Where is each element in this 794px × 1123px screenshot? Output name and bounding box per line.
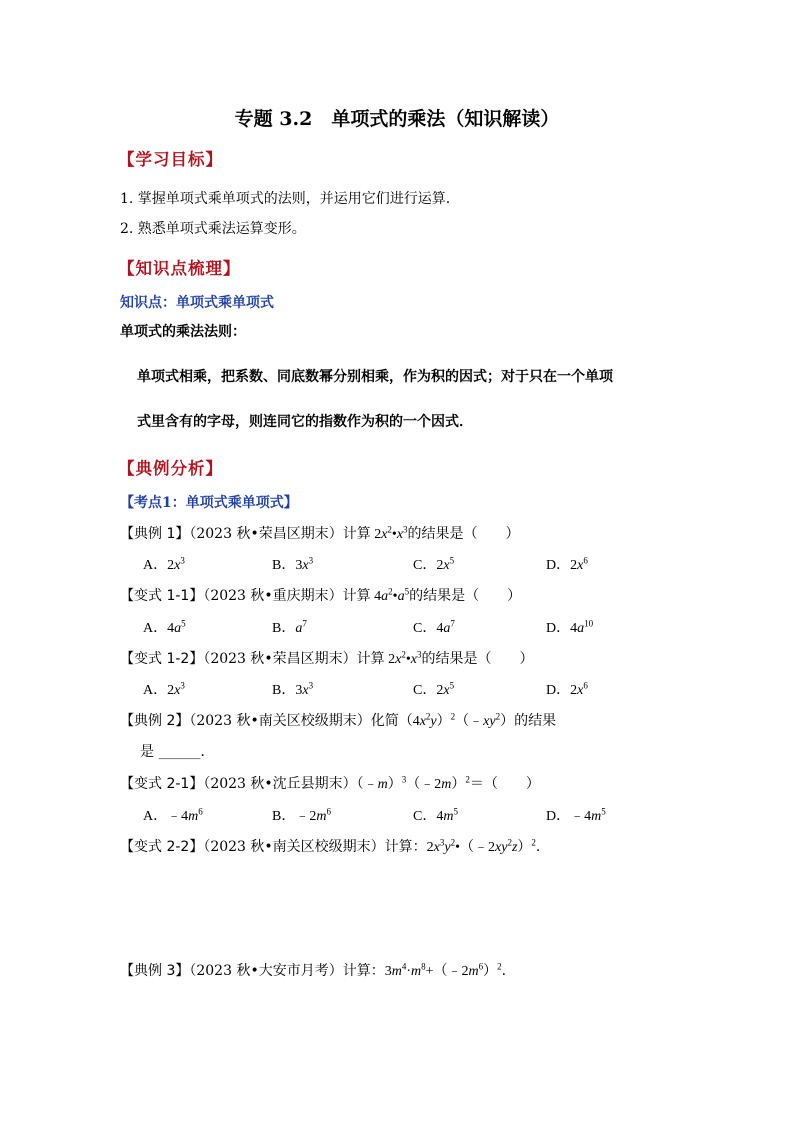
question-suffix: 的结果是（ ） (421, 651, 534, 667)
option-a[interactable]: A．$2x^3$ (143, 555, 185, 573)
question-suffix: 的结果是（ ） (407, 526, 520, 542)
question-formula: $4a^2•a^5$ (370, 586, 410, 604)
question-formula: $(4x^2y)^2(﹣xy^2)$ (398, 711, 515, 729)
question-variant-2-2 (120, 836, 540, 856)
section-learning-goals: 【学习目标】 (118, 150, 223, 169)
kaodian-1-heading: 【考点1：单项式乘单项式】 (120, 495, 298, 511)
question-example-2 (120, 710, 556, 730)
rule-line-2: 式里含有的字母，则连同它的指数作为积的一个因式． (137, 414, 473, 430)
option-b[interactable]: B．$﹣2m^6$ (272, 806, 331, 824)
option-c[interactable]: C．$2x^5$ (413, 680, 455, 698)
rule-title: 单项式的乘法法则： (120, 324, 246, 340)
question-tag: 【变式 2-2】 (120, 839, 204, 855)
section-knowledge-points: 【知识点梳理】 (118, 259, 241, 278)
question-source: （2023 秋•沈丘县期末） (203, 776, 357, 792)
question-formula: （﹣m）$^3$（﹣2m）$^2$ (356, 774, 470, 792)
question-variant-2-1 (120, 773, 540, 793)
option-b[interactable]: B．$3x^3$ (272, 680, 314, 698)
question-answer-blank[interactable]: 是 ______． (140, 744, 215, 760)
question-source: （2023 秋•荣昌区期末）计算 (189, 526, 371, 542)
option-d[interactable]: D．$4a^{10}$ (546, 618, 594, 636)
knowledge-point-heading: 知识点：单项式乘单项式 (120, 295, 274, 311)
question-source: （2023 秋•荣昌区期末）计算 (203, 651, 385, 667)
option-d[interactable]: D．$﹣4m^5$ (546, 806, 606, 824)
question-suffix: 的结果 (514, 713, 557, 729)
question-tag: 【变式 1-1】 (120, 588, 204, 604)
question-source: （2023 秋•南关区校级期末）化简 (189, 713, 399, 729)
question-tag: 【典例 3】 (120, 963, 190, 979)
option-a[interactable]: A．$4a^5$ (143, 618, 186, 636)
rule-line-1: 单项式相乘，把系数、同底数幂分别相乘，作为积的因式；对于只在一个单项 (137, 369, 613, 385)
question-formula: $2x^2•x^3$ (370, 524, 408, 542)
question-example-1 (120, 523, 520, 543)
question-tag: 【典例 2】 (120, 713, 190, 729)
question-formula: $3m^4\cdot m^8+(﹣2m^6)^2$ (384, 961, 502, 979)
option-d[interactable]: D．$2x^6$ (546, 555, 588, 573)
option-a[interactable]: A．$2x^3$ (143, 680, 185, 698)
question-variant-1-2 (120, 648, 534, 668)
option-c[interactable]: C．$4m^5$ (413, 806, 458, 824)
question-example-3 (120, 960, 506, 980)
question-formula: $2x^3y^2•(﹣2xy^2z)^2$ (426, 837, 536, 855)
question-variant-1-1 (120, 585, 521, 605)
option-b[interactable]: B．$3x^3$ (272, 555, 314, 573)
question-tag: 【变式 1-2】 (120, 651, 204, 667)
question-source: （2023 秋•重庆期末）计算 (203, 588, 371, 604)
question-suffix: ＝（ ） (469, 776, 540, 792)
page-title: 专题 3.2 单项式的乘法（知识解读） (234, 108, 560, 130)
question-suffix: . (501, 963, 507, 979)
option-d[interactable]: D．$2x^6$ (546, 680, 588, 698)
question-tag: 【变式 2-1】 (120, 776, 204, 792)
question-suffix: . (535, 839, 541, 855)
question-formula: $2x^2•x^3$ (384, 649, 422, 667)
goal-1: 1. 掌握单项式乘单项式的法则，并运用它们进行运算. (120, 191, 451, 207)
question-tag: 【典例 1】 (120, 526, 190, 542)
option-c[interactable]: C．$2x^5$ (413, 555, 455, 573)
option-b[interactable]: B．$a^7$ (272, 618, 307, 636)
question-source: （2023 秋•大安市月考）计算： (189, 963, 385, 979)
question-suffix: 的结果是（ ） (409, 588, 522, 604)
section-examples: 【典例分析】 (118, 459, 223, 478)
question-source: （2023 秋•南关区校级期末）计算： (203, 839, 427, 855)
option-c[interactable]: C．$4a^7$ (413, 618, 455, 636)
option-a[interactable]: A．$﹣4m^6$ (143, 806, 203, 824)
goal-2: 2. 熟悉单项式乘法运算变形。 (120, 221, 306, 237)
